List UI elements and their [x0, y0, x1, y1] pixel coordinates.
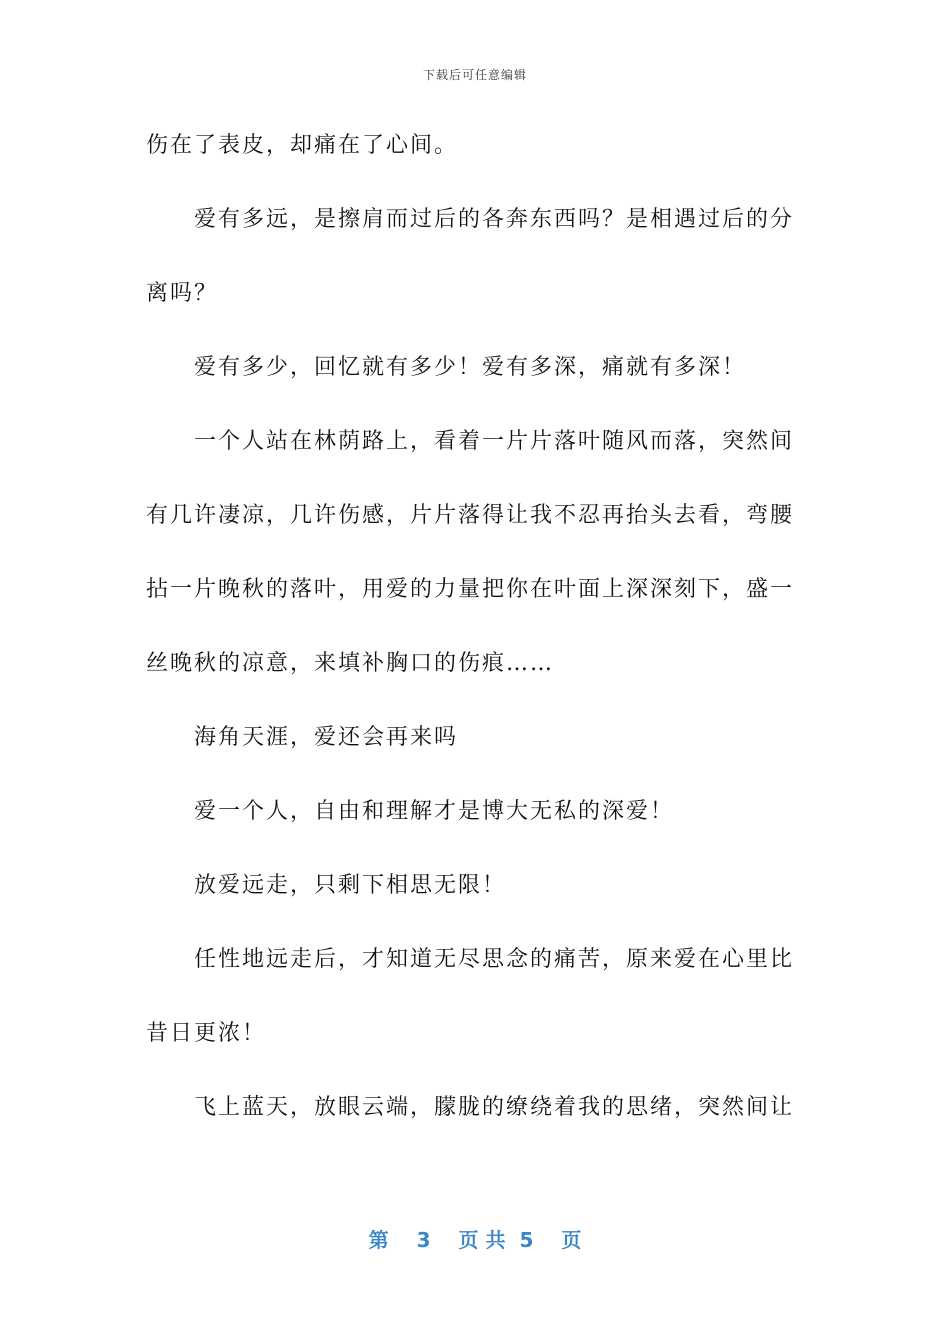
text-line: 爱一个人，自由和理解才是博大无私的深爱！: [194, 799, 675, 824]
current-page-number: 3: [416, 1228, 431, 1252]
page-header: 下载后可任意编辑: [422, 68, 527, 82]
total-pages-number: 5: [519, 1228, 534, 1252]
footer-middle: 页 共: [458, 1228, 506, 1252]
text-line: 爱有多少，回忆就有多少！爱有多深，痛就有多深！: [194, 355, 747, 380]
text-line: 有几许凄凉，几许伤感，片片落得让我不忍再抬头去看，弯腰: [146, 503, 795, 528]
text-line: 昔日更浓！: [146, 1021, 267, 1046]
text-line: 放爱远走，只剩下相思无限！: [194, 873, 507, 898]
page-footer: [0, 1224, 950, 1253]
text-line: 拈一片晚秋的落叶，用爱的力量把你在叶面上深深刻下，盛一: [146, 577, 795, 602]
footer-prefix: 第: [368, 1228, 389, 1252]
text-line: 爱有多远，是擦肩而过后的各奔东西吗？是相遇过后的分: [194, 207, 795, 232]
text-line: 离吗？: [146, 281, 219, 306]
text-line: 一个人站在林荫路上，看着一片片落叶随风而落，突然间: [194, 429, 795, 454]
text-line: 丝晚秋的凉意，来填补胸口的伤痕……: [146, 651, 555, 676]
text-line: 伤在了表皮，却痛在了心间。: [146, 133, 459, 158]
document-body: [146, 116, 795, 1152]
text-line: 飞上蓝天，放眼云端，朦胧的缭绕着我的思绪，突然间让: [194, 1095, 795, 1120]
footer-suffix: 页: [561, 1228, 582, 1252]
text-line: 任性地远走后，才知道无尽思念的痛苦，原来爱在心里比: [194, 947, 795, 972]
text-line: 海角天涯，爱还会再来吗: [194, 725, 459, 750]
